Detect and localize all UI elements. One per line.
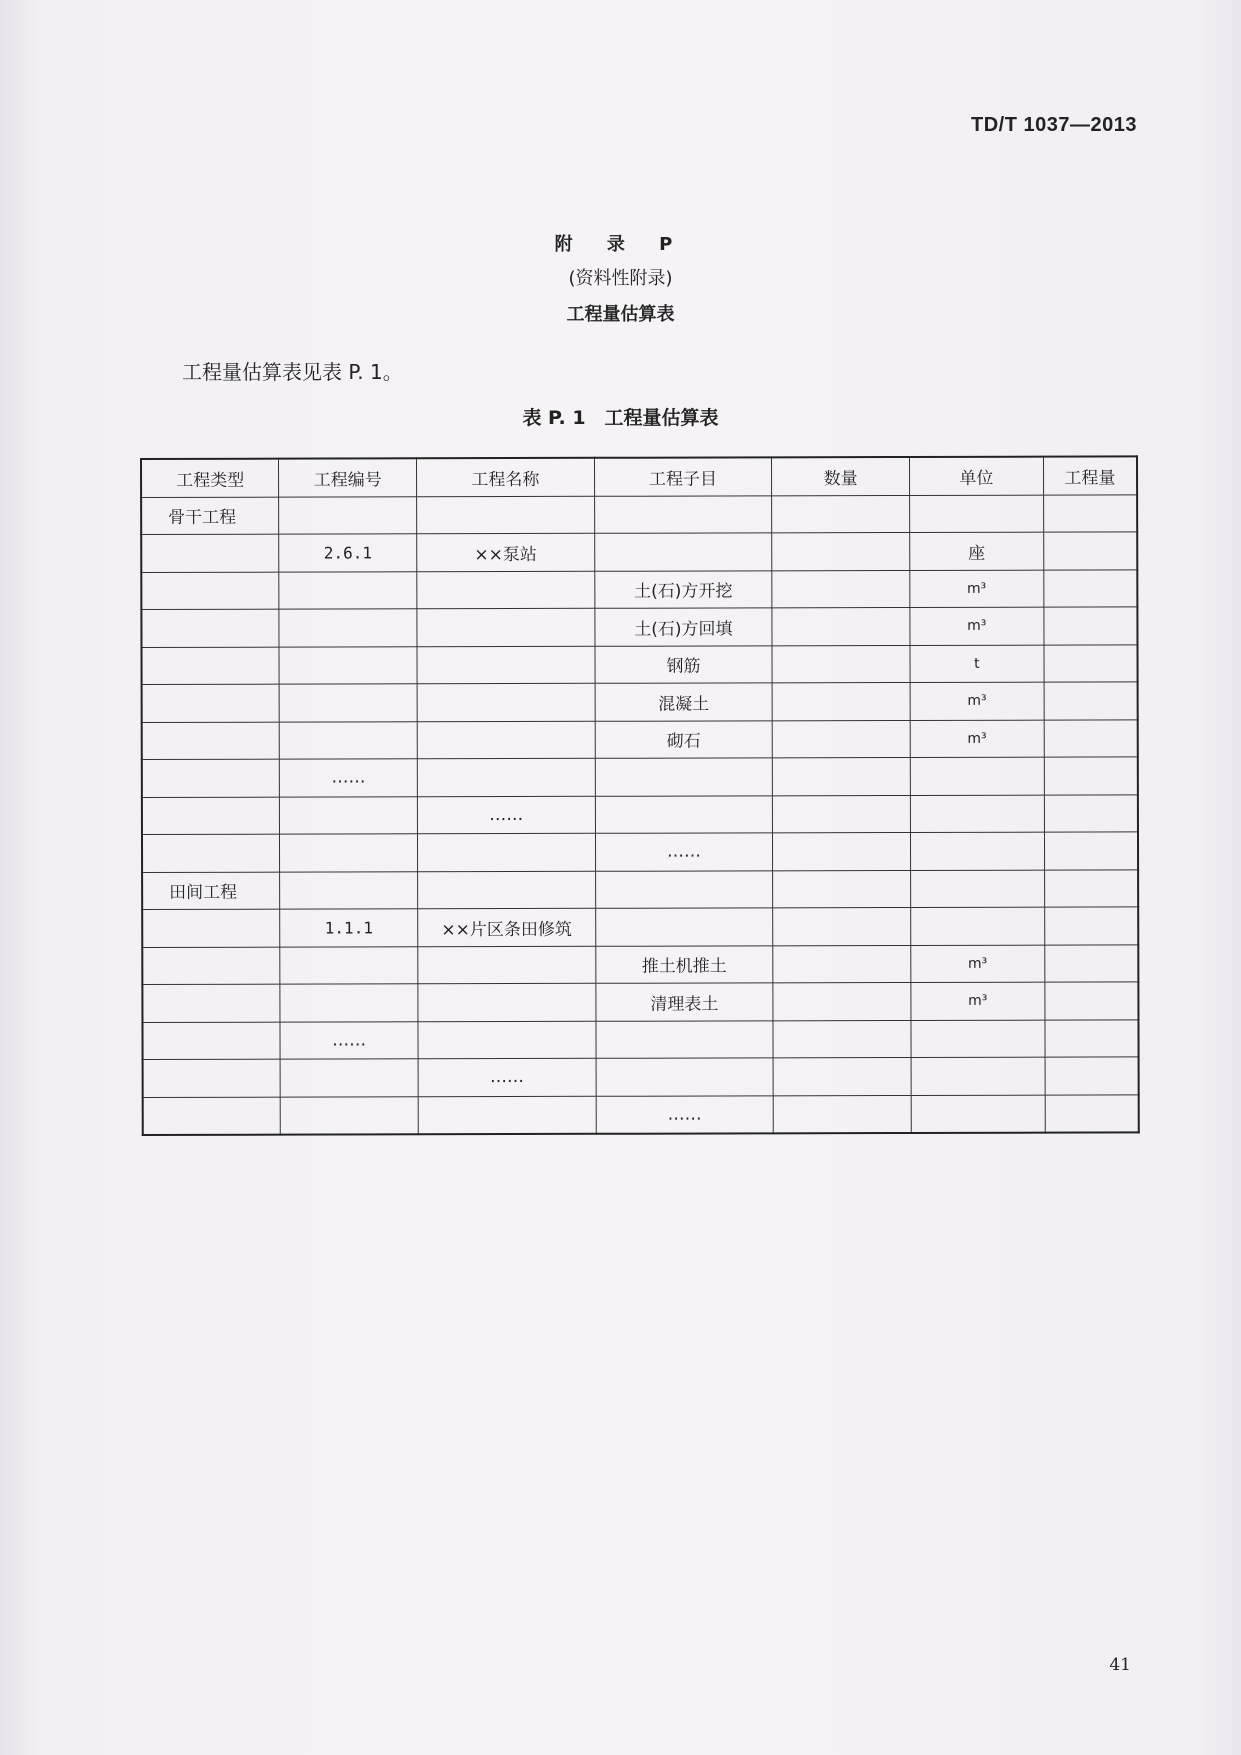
cell-unit: m³ <box>910 682 1044 720</box>
cell-subitem <box>596 1020 774 1058</box>
cell-volume <box>1044 794 1138 832</box>
cell-unit <box>911 1057 1045 1095</box>
header-cell-type: 工程类型 <box>141 459 279 497</box>
table-row <box>142 907 1138 947</box>
cell-unit <box>911 870 1045 908</box>
cell-type <box>143 1097 281 1135</box>
cell-quantity <box>773 1020 911 1058</box>
header-cell-name: 工程名称 <box>417 458 595 496</box>
cell-quantity <box>773 1057 911 1095</box>
cell-type <box>142 759 280 797</box>
header-cell-volume: 工程量 <box>1043 456 1137 494</box>
cell-name <box>418 1021 596 1059</box>
cell-name <box>418 946 596 984</box>
cell-number <box>280 946 418 984</box>
cell-number <box>280 796 418 834</box>
cell-quantity <box>772 607 910 645</box>
cell-type <box>142 909 280 947</box>
cell-subitem: 钢筋 <box>595 645 773 683</box>
cell-number <box>280 871 418 909</box>
cell-number: …… <box>280 1021 418 1059</box>
cell-volume <box>1045 1019 1139 1057</box>
cell-volume <box>1044 907 1138 945</box>
cell-number <box>280 984 418 1022</box>
cell-unit: m³ <box>910 570 1044 608</box>
cell-volume <box>1044 682 1138 720</box>
page-number: 41 <box>1109 1655 1131 1675</box>
cell-number <box>279 496 417 534</box>
cell-type <box>141 572 279 610</box>
cell-name <box>417 758 595 796</box>
cell-type <box>141 647 279 685</box>
estimate-table <box>140 455 1140 1135</box>
cell-subitem: 土(石)方开挖 <box>594 570 772 608</box>
cell-name: …… <box>417 796 595 834</box>
cell-number <box>279 609 417 647</box>
cell-name <box>417 496 595 534</box>
cell-volume <box>1043 569 1137 607</box>
header-cell-unit: 单位 <box>909 457 1043 495</box>
table-row <box>141 644 1137 684</box>
intro-text: 工程量估算表见表 P. 1。 <box>182 360 403 384</box>
cell-volume <box>1044 607 1138 645</box>
cell-volume <box>1044 832 1138 870</box>
table-row <box>141 607 1137 647</box>
cell-volume <box>1045 1094 1139 1132</box>
cell-unit <box>910 795 1044 833</box>
cell-unit: 座 <box>910 532 1044 570</box>
cell-volume <box>1044 944 1138 982</box>
cell-unit: m³ <box>911 945 1045 983</box>
cell-quantity <box>773 907 911 945</box>
cell-name <box>418 871 596 909</box>
cell-number: 2.6.1 <box>279 534 417 572</box>
cell-volume <box>1045 1057 1139 1095</box>
cell-name: ××泵站 <box>417 533 595 571</box>
cell-unit <box>910 495 1044 533</box>
cell-name <box>417 571 595 609</box>
table-caption: 表 P. 1 工程量估算表 <box>522 407 719 429</box>
cell-type <box>141 609 279 647</box>
table-row <box>141 569 1137 609</box>
cell-volume <box>1045 982 1139 1020</box>
table-row <box>142 757 1138 797</box>
cell-name <box>417 721 595 759</box>
cell-type <box>142 722 280 760</box>
cell-unit <box>910 832 1044 870</box>
cell-volume <box>1044 644 1138 682</box>
cell-quantity <box>772 532 910 570</box>
cell-quantity <box>772 570 910 608</box>
cell-number <box>280 1059 418 1097</box>
cell-volume <box>1044 869 1138 907</box>
table-row <box>142 682 1138 722</box>
cell-number: …… <box>280 759 418 797</box>
cell-name <box>417 608 595 646</box>
cell-quantity <box>773 832 911 870</box>
cell-subitem <box>596 1058 774 1096</box>
cell-subitem: 砌石 <box>595 720 773 758</box>
cell-number <box>279 721 417 759</box>
cell-number <box>279 571 417 609</box>
cell-subitem: 推土机推土 <box>595 945 773 983</box>
cell-type: 骨干工程 <box>141 497 279 535</box>
cell-unit <box>910 757 1044 795</box>
cell-name: …… <box>418 1058 596 1096</box>
cell-name <box>418 983 596 1021</box>
cell-number <box>280 1096 418 1134</box>
cell-unit: m³ <box>910 607 1044 645</box>
cell-name <box>417 646 595 684</box>
cell-volume <box>1043 532 1137 570</box>
standard-code: TD/T 1037—2013 <box>971 114 1137 136</box>
cell-subitem <box>595 758 773 796</box>
cell-quantity <box>773 757 911 795</box>
appendix-name: 工程量估算表 <box>566 304 675 325</box>
cell-subitem: …… <box>595 833 773 871</box>
cell-type <box>142 984 280 1022</box>
table-row <box>142 832 1138 872</box>
appendix-subtitle: (资料性附录) <box>568 268 673 289</box>
cell-type <box>143 1059 281 1097</box>
cell-quantity <box>772 720 910 758</box>
cell-type <box>142 684 280 722</box>
cell-number <box>279 684 417 722</box>
cell-quantity <box>772 645 910 683</box>
cell-subitem: 清理表土 <box>596 983 774 1021</box>
cell-subitem <box>594 533 772 571</box>
cell-subitem <box>595 870 773 908</box>
cell-type: 田间工程 <box>142 872 280 910</box>
cell-subitem: …… <box>596 1095 774 1133</box>
table-row <box>141 532 1137 572</box>
table-row <box>142 982 1138 1022</box>
header-cell-number: 工程编号 <box>279 458 417 496</box>
cell-volume <box>1044 719 1138 757</box>
cell-name <box>418 833 596 871</box>
cell-unit: t <box>910 645 1044 683</box>
table-row <box>141 494 1137 534</box>
cell-quantity <box>773 982 911 1020</box>
cell-volume <box>1043 494 1137 532</box>
cell-unit <box>911 907 1045 945</box>
table-row <box>143 1057 1139 1097</box>
cell-quantity <box>773 1095 911 1133</box>
header-cell-subitem: 工程子目 <box>594 457 772 495</box>
cell-subitem: 混凝土 <box>595 683 773 721</box>
table-row <box>142 869 1138 909</box>
cell-quantity <box>772 682 910 720</box>
cell-unit <box>911 1020 1045 1058</box>
cell-subitem <box>594 495 772 533</box>
header-cell-quantity: 数量 <box>772 457 910 495</box>
cell-subitem: 土(石)方回填 <box>595 608 773 646</box>
cell-volume <box>1044 757 1138 795</box>
cell-unit <box>911 1095 1045 1133</box>
cell-type <box>141 534 279 572</box>
table-header-row <box>141 456 1137 497</box>
cell-subitem <box>595 795 773 833</box>
cell-quantity <box>773 945 911 983</box>
cell-number <box>279 646 417 684</box>
cell-number <box>280 834 418 872</box>
cell-unit: m³ <box>910 720 1044 758</box>
appendix-title: 附 录 P <box>554 234 687 255</box>
cell-type <box>142 834 280 872</box>
table-row <box>142 944 1138 984</box>
table-row <box>142 719 1138 759</box>
cell-type <box>142 797 280 835</box>
table-row <box>142 1019 1138 1059</box>
cell-name <box>417 683 595 721</box>
cell-name <box>418 1096 596 1134</box>
cell-type <box>142 1022 280 1060</box>
table-row <box>143 1094 1139 1134</box>
cell-quantity <box>773 795 911 833</box>
cell-type <box>142 947 280 985</box>
cell-quantity <box>772 495 910 533</box>
cell-unit: m³ <box>911 982 1045 1020</box>
cell-number: 1.1.1 <box>280 909 418 947</box>
cell-name: ××片区条田修筑 <box>418 908 596 946</box>
cell-quantity <box>773 870 911 908</box>
cell-subitem <box>595 908 773 946</box>
table-row <box>142 794 1138 834</box>
